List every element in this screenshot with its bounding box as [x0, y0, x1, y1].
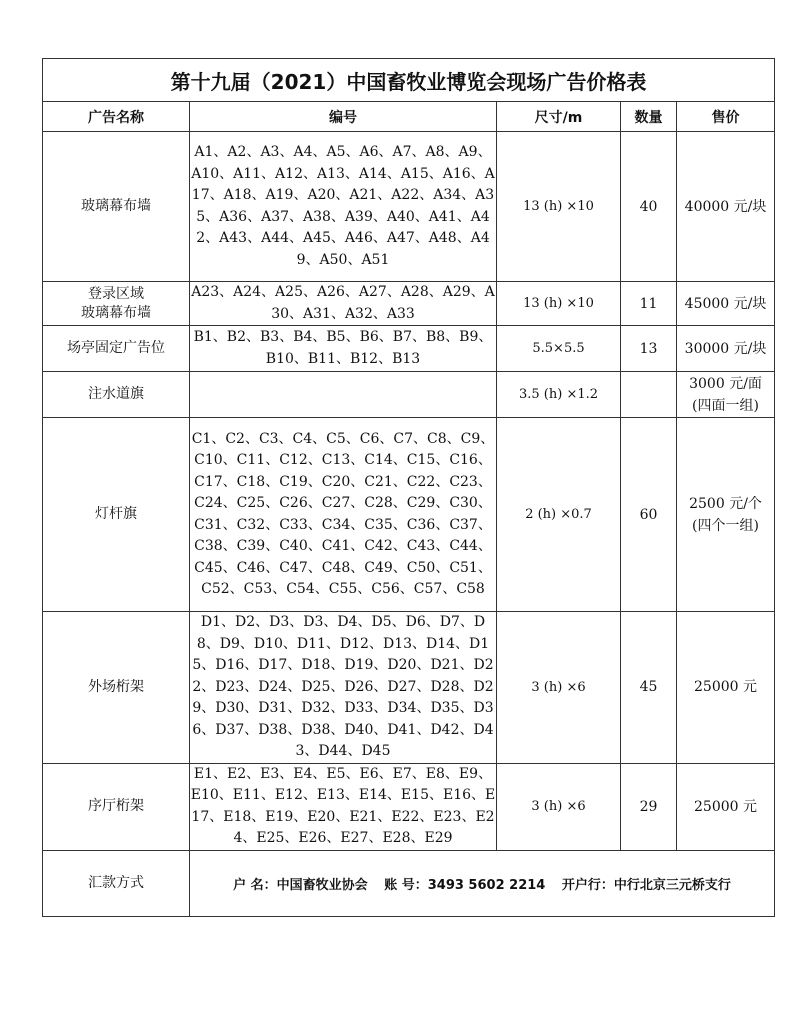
payment-label: 汇款方式	[43, 850, 190, 916]
ad-name	[43, 282, 190, 326]
account-name: 户 名：中国畜牧业协会	[233, 877, 368, 893]
table-row	[43, 763, 775, 850]
ad-codes: A23、A24、A25、A26、A27、A28、A29、A30、A31、A32、A33	[190, 282, 497, 326]
table-row	[43, 326, 775, 372]
ad-price: 25000 元	[677, 612, 775, 764]
ad-price: 30000 元/块	[677, 326, 775, 372]
header-size: 尺寸/m	[497, 102, 621, 132]
ad-size: 13 (h) ×10	[497, 282, 621, 326]
bank-name: 开户行：中行北京三元桥支行	[561, 877, 731, 893]
ad-codes	[190, 372, 497, 418]
ad-codes: A1、A2、A3、A4、A5、A6、A7、A8、A9、A10、A11、A12、A13、A14、A15、A16、A17、A18、A19、A20、A21、A22、A34、A35、A36、A37、A38、A39、A40、A41、A42、A43、A44、A45、A46、A47、A48、A49、A50、A51	[190, 132, 497, 282]
ad-name: 序厅桁架	[43, 763, 190, 850]
table-row	[43, 282, 775, 326]
account-number: 账 号：3493 5602 2214	[384, 877, 546, 893]
ad-size: 13 (h) ×10	[497, 132, 621, 282]
ad-price	[677, 372, 775, 418]
ad-price: 25000 元	[677, 763, 775, 850]
ad-price	[677, 418, 775, 612]
ad-size: 3 (h) ×6	[497, 763, 621, 850]
ad-price-line1: 3000 元/面	[689, 375, 762, 392]
ad-name-line2: 玻璃幕布墙	[81, 304, 151, 321]
payment-details	[190, 850, 775, 916]
ad-qty: 60	[621, 418, 677, 612]
header-row	[43, 102, 775, 132]
ad-price: 40000 元/块	[677, 132, 775, 282]
ad-codes: C1、C2、C3、C4、C5、C6、C7、C8、C9、C10、C11、C12、C13、C14、C15、C16、C17、C18、C19、C20、C21、C22、C23、C24、C25、C26、C27、C28、C29、C30、C31、C32、C33、C34、C35、C36、C37、C38、C39、C40、C41、C42、C43、C44、C45、C46、C47、C48、C49、C50、C51、C52、C53、C54、C55、C56、C57、C58	[190, 418, 497, 612]
ad-price-line2: (四个一组)	[692, 517, 759, 534]
ad-qty: 40	[621, 132, 677, 282]
ad-price-line2: (四面一组)	[692, 397, 759, 414]
ad-price: 45000 元/块	[677, 282, 775, 326]
ad-qty: 29	[621, 763, 677, 850]
ad-codes: E1、E2、E3、E4、E5、E6、E7、E8、E9、E10、E11、E12、E13、E14、E15、E16、E17、E18、E19、E20、E21、E22、E23、E24、E25、E26、E27、E28、E29	[190, 763, 497, 850]
ad-codes: D1、D2、D3、D3、D4、D5、D6、D7、D8、D9、D10、D11、D12、D13、D14、D15、D16、D17、D18、D19、D20、D21、D22、D23、D24、D25、D26、D27、D28、D29、D30、D31、D32、D33、D34、D35、D36、D37、D38、D38、D40、D41、D42、D43、D44、D45	[190, 612, 497, 764]
ad-size: 5.5×5.5	[497, 326, 621, 372]
header-codes: 编号	[190, 102, 497, 132]
ad-codes: B1、B2、B3、B4、B5、B6、B7、B8、B9、B10、B11、B12、B13	[190, 326, 497, 372]
ad-size: 3.5 (h) ×1.2	[497, 372, 621, 418]
ad-name: 外场桁架	[43, 612, 190, 764]
table-row	[43, 132, 775, 282]
ad-name: 注水道旗	[43, 372, 190, 418]
ad-qty	[621, 372, 677, 418]
table-row	[43, 372, 775, 418]
table-row	[43, 418, 775, 612]
ad-size: 2 (h) ×0.7	[497, 418, 621, 612]
price-table	[42, 58, 775, 917]
header-price: 售价	[677, 102, 775, 132]
ad-qty: 45	[621, 612, 677, 764]
ad-qty: 11	[621, 282, 677, 326]
table-title: 第十九届（2021）中国畜牧业博览会现场广告价格表	[43, 59, 775, 102]
ad-name: 玻璃幕布墙	[43, 132, 190, 282]
ad-size: 3 (h) ×6	[497, 612, 621, 764]
ad-qty: 13	[621, 326, 677, 372]
ad-name: 场亭固定广告位	[43, 326, 190, 372]
header-name: 广告名称	[43, 102, 190, 132]
ad-name-line1: 登录区域	[88, 285, 144, 302]
table-row	[43, 612, 775, 764]
ad-name: 灯杆旗	[43, 418, 190, 612]
payment-row	[43, 850, 775, 916]
ad-price-line1: 2500 元/个	[689, 495, 762, 512]
header-qty: 数量	[621, 102, 677, 132]
